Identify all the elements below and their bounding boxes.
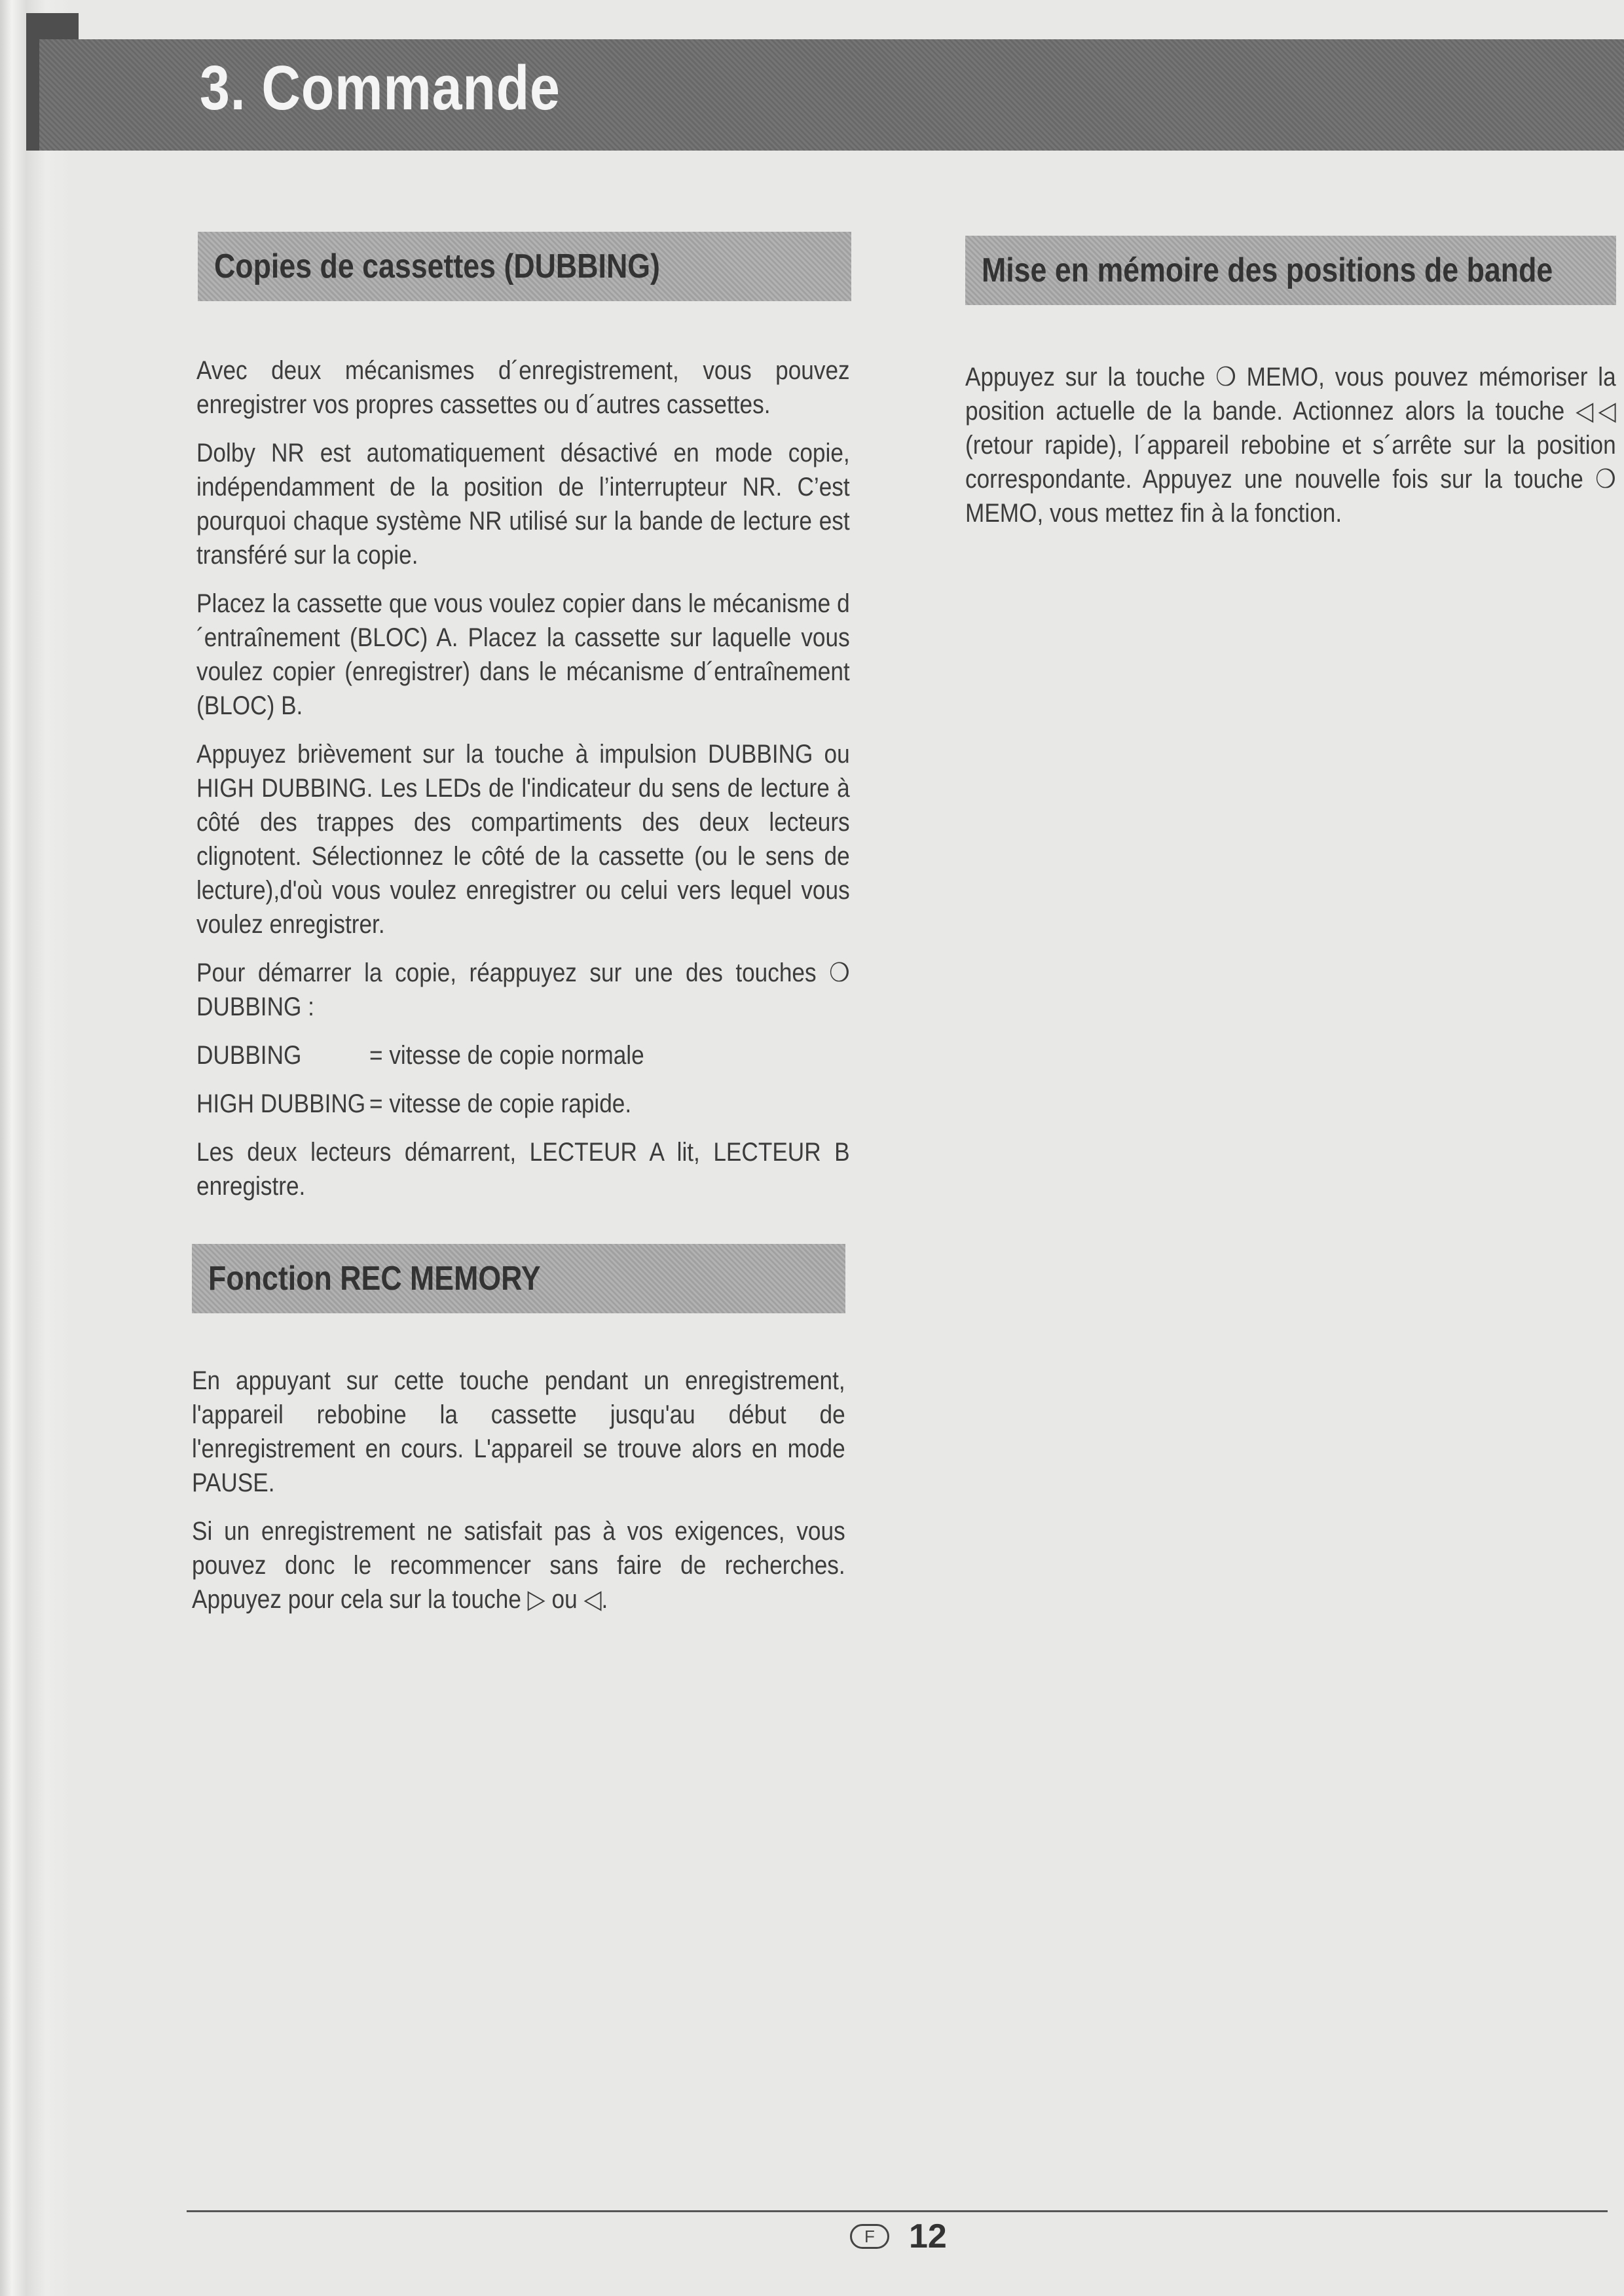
chapter-title: 3. Commande xyxy=(200,53,561,123)
rec-memory-body xyxy=(192,1364,845,1631)
mode-row xyxy=(196,1038,771,1072)
section-heading-memo xyxy=(965,236,1616,305)
memo-body xyxy=(965,360,1616,545)
mode-value: = vitesse de copie normale xyxy=(369,1041,644,1070)
mode-row xyxy=(196,1087,771,1121)
page-number: 12 xyxy=(909,2217,947,2255)
mode-value: = vitesse de copie rapide. xyxy=(369,1089,632,1118)
paragraph: Appuyez brièvement sur la touche à impulsion DUBBING ou HIGH DUBBING. Les LEDs de l'indicateur du sens de lecture à côté des trappes des compartiments des deux lecteurs clignotent. Sélectionnez le côté de la cassette (ou le sens de lecture),d'où vous voulez enregistrer ou celui vers lequel vous voulez enregistrer. xyxy=(196,740,850,939)
paragraph: Dolby NR est automatiquement désactivé en mode copie, indépendamment de la position de l’interrupteur NR. C’est pourquoi chaque système NR utilisé sur la bande de lecture est transféré sur la copie. xyxy=(196,439,850,570)
paragraph: Avec deux mécanismes d´enregistrement, vous pouvez enregistrer vos propres cassettes ou d´autres cassettes. xyxy=(196,356,850,419)
dubbing-body xyxy=(196,354,850,1218)
section-heading-memo-text: Mise en mémoire des positions de bande xyxy=(982,251,1553,289)
mode-key: HIGH DUBBING xyxy=(196,1089,366,1118)
page-edge xyxy=(0,0,72,2296)
section-heading-rec-memory-text: Fonction REC MEMORY xyxy=(208,1260,541,1298)
paragraph: En appuyant sur cette touche pendant un enregistrement, l'appareil rebobine la cassette jusqu'au début de l'enregistrement en cours. L'appareil se trouve alors en mode PAUSE. xyxy=(192,1366,845,1497)
paragraph: Si un enregistrement ne satisfait pas à vos exigences, vous pouvez donc le recommencer sans faire de recherches. Appuyez pour cela sur la touche ▷ ou ◁. xyxy=(192,1517,845,1614)
paragraph: Pour démarrer la copie, réappuyez sur une des touches ❍ DUBBING : xyxy=(196,958,850,1021)
mode-key: DUBBING xyxy=(196,1041,302,1070)
section-heading-rec-memory xyxy=(192,1244,845,1313)
paragraph: Placez la cassette que vous voulez copier dans le mécanisme d´entraînement (BLOC) A. Placez la cassette sur laquelle vous voulez copier (enregistrer) dans le mécanisme d´entraînement (BLOC) B. xyxy=(196,589,850,720)
section-heading-dubbing-text: Copies de cassettes (DUBBING) xyxy=(214,247,660,285)
paragraph: Appuyez sur la touche ❍ MEMO, vous pouvez mémoriser la position actuelle de la bande. Actionnez alors la touche ◁◁ (retour rapide), l´appareil rebobine et s´arrête sur la position correspondante. Appuyez une nouvelle fois sur la touche ❍ MEMO, vous mettez fin à la fonction. xyxy=(965,363,1616,528)
section-heading-dubbing xyxy=(198,232,851,301)
footer-rule xyxy=(187,2210,1608,2212)
language-badge: F xyxy=(850,2224,889,2249)
paragraph: Les deux lecteurs démarrent, LECTEUR A lit, LECTEUR B enregistre. xyxy=(196,1138,850,1201)
